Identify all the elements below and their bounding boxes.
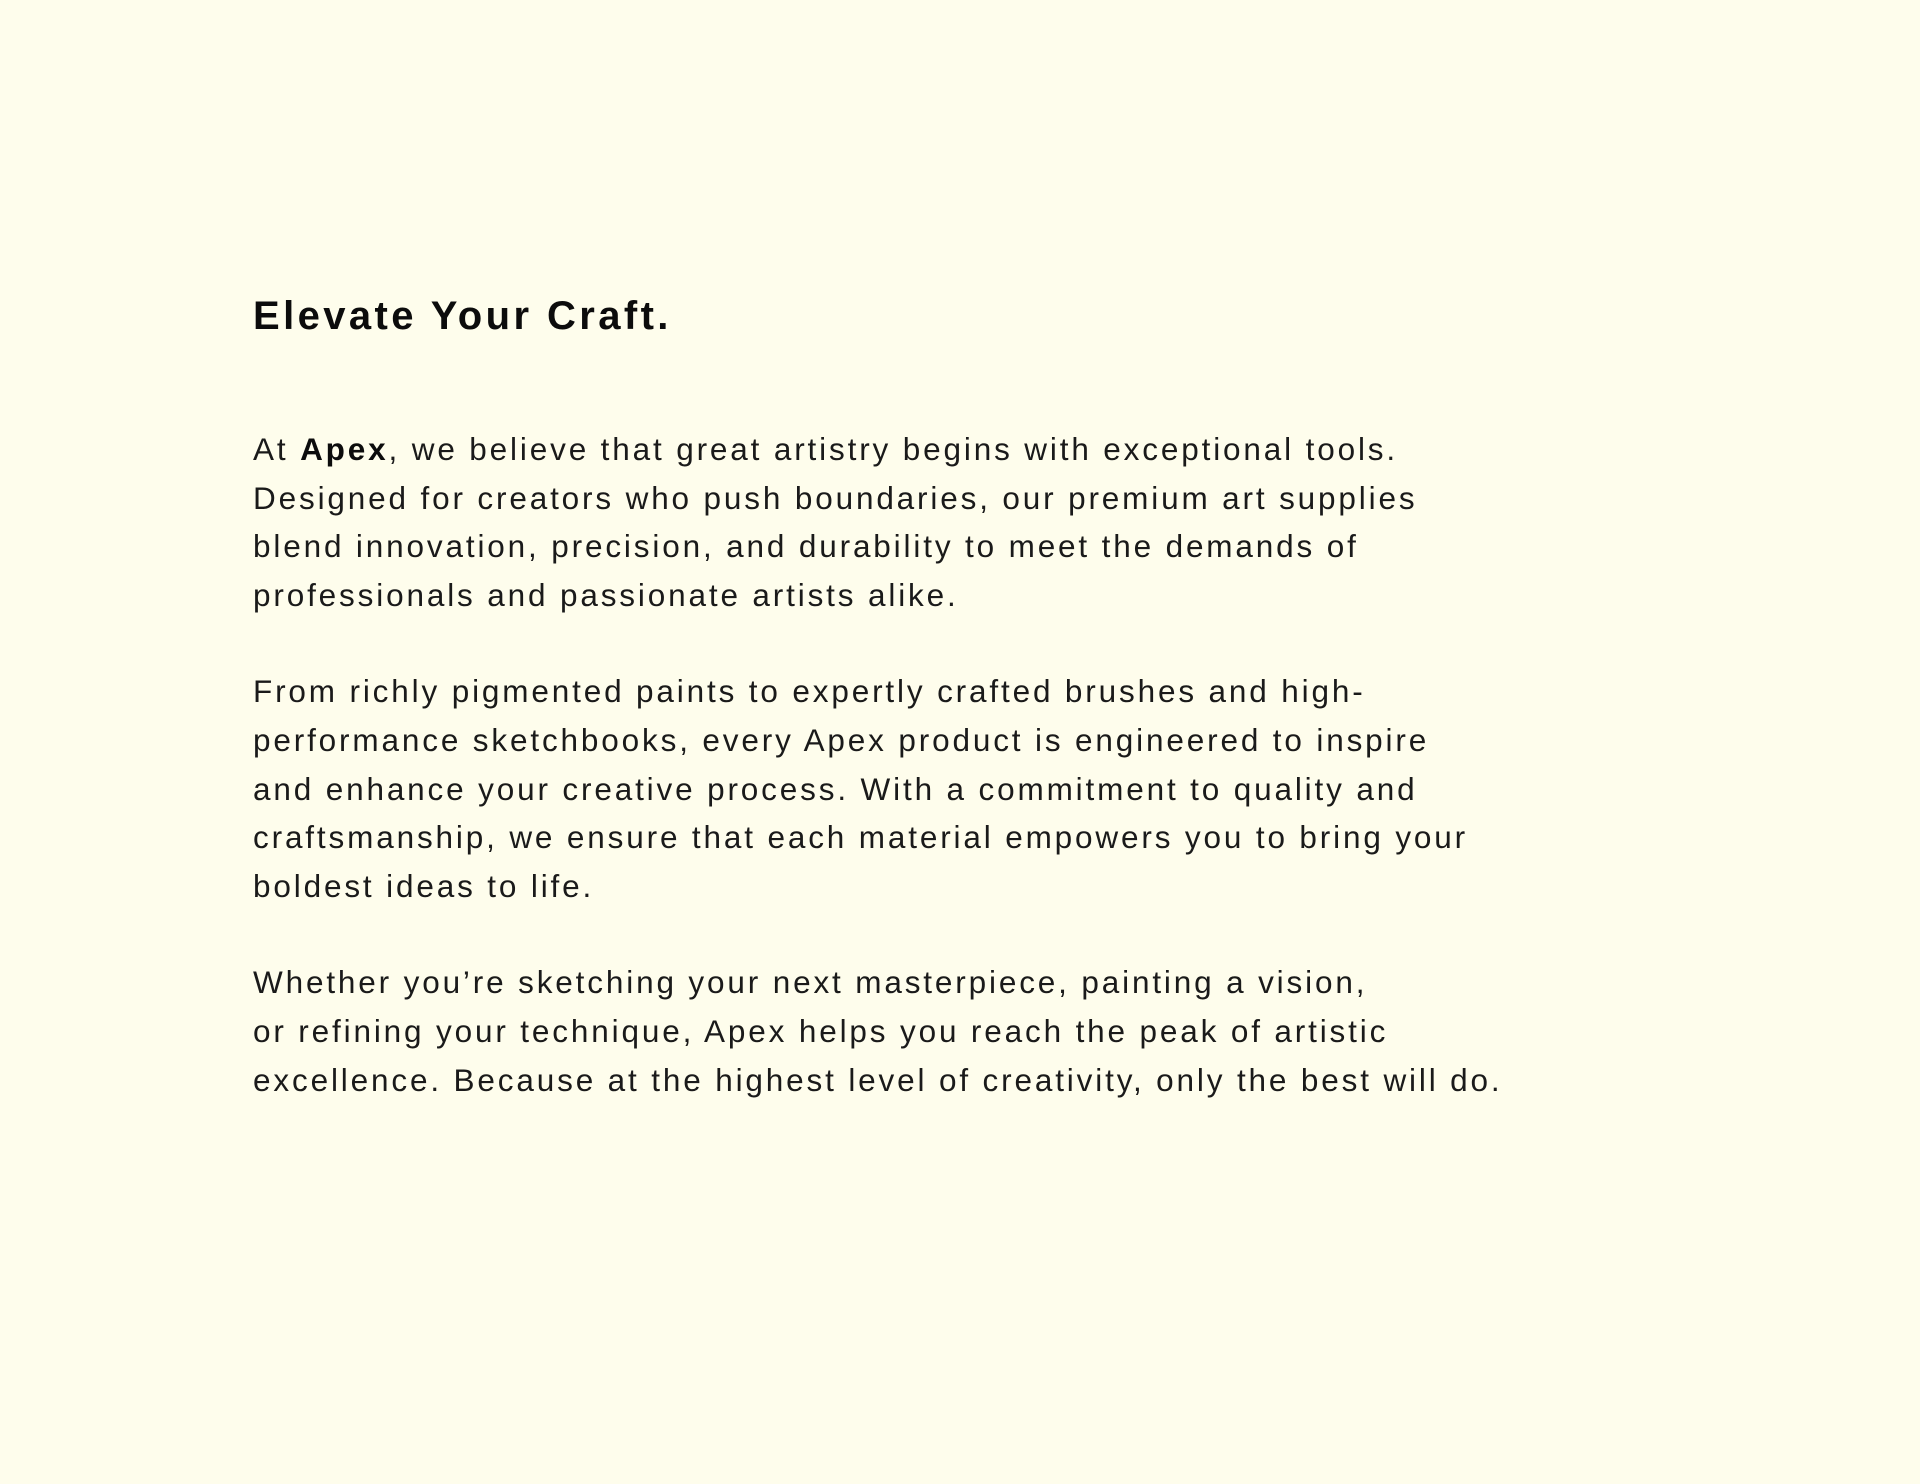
- body-text: [253, 425, 1693, 1104]
- brand-name: Apex: [300, 431, 389, 467]
- products-line-5: boldest ideas to life.: [253, 867, 595, 904]
- intro-line-1: , we believe that great artistry begins with exceptional tools.: [388, 431, 1399, 467]
- content-page: [253, 286, 1693, 1104]
- intro-paragraph: [253, 425, 1693, 619]
- products-line-3: and enhance your creative process. With a commitment to quality and: [253, 770, 1418, 807]
- closing-line-2: or refining your technique, Apex helps you reach the peak of artistic: [253, 1012, 1389, 1049]
- intro-line-4: professionals and passionate artists alike.: [253, 576, 959, 613]
- closing-line-3: excellence. Because at the highest level of creativity, only the best will do.: [253, 1061, 1503, 1098]
- page-title: Elevate Your Craft.: [253, 294, 672, 338]
- intro-line-2: Designed for creators who push boundaries, our premium art supplies: [253, 479, 1418, 516]
- products-line-4: craftsmanship, we ensure that each material empowers you to bring your: [253, 819, 1468, 856]
- products-paragraph: [253, 667, 1693, 910]
- products-line-2: performance sketchbooks, every Apex product is engineered to inspire: [253, 721, 1430, 758]
- closing-paragraph: [253, 958, 1693, 1104]
- intro-prefix: At: [253, 431, 301, 467]
- products-line-1: From richly pigmented paints to expertly crafted brushes and high-: [253, 673, 1366, 710]
- closing-line-1: Whether you’re sketching your next masterpiece, painting a vision,: [253, 964, 1368, 1001]
- intro-line-3: blend innovation, precision, and durability to meet the demands of: [253, 528, 1359, 565]
